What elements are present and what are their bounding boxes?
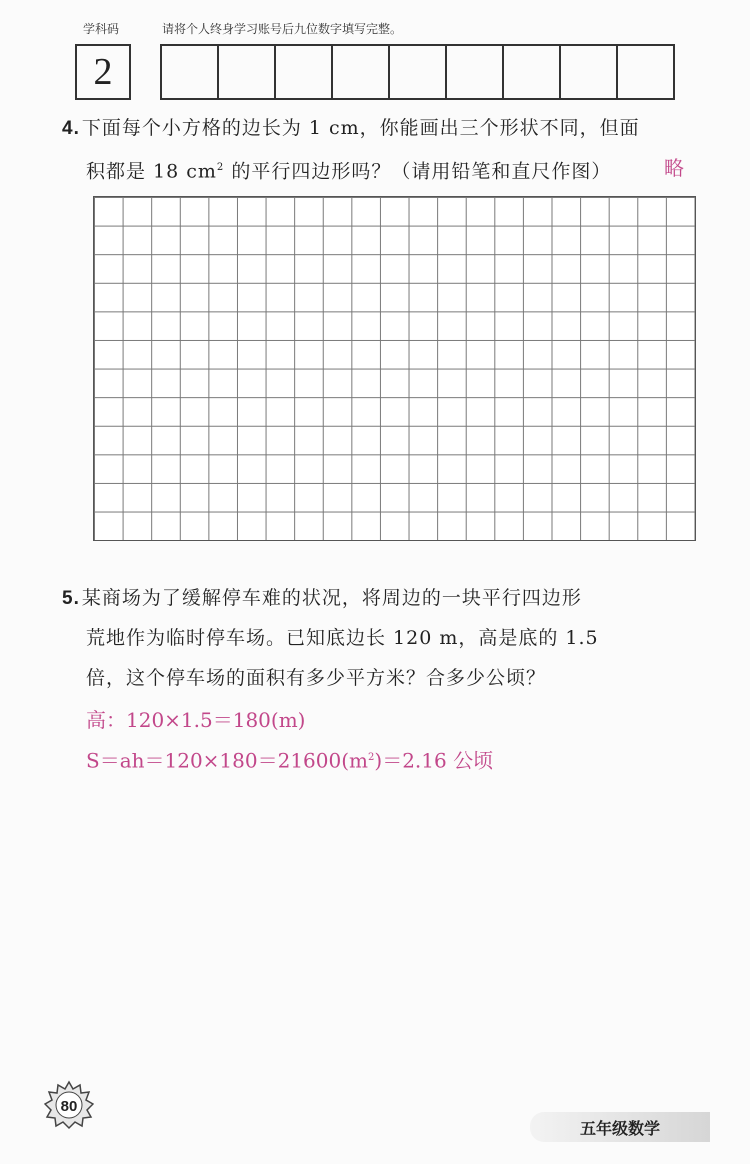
question-4-text-2a: 积都是 18 cm [86,160,217,183]
question-4-text-1: 下面每个小方格的边长为 1 cm，你能画出三个形状不同，但面 [81,117,640,139]
answer-2-text-b: )＝2.16 公顷 [374,748,494,773]
id-digit-box[interactable] [616,44,675,100]
question-5-line-3: 倍，这个停车场的面积有多少平方米？合多少公顷？ [86,667,547,689]
subject-code-label: 学科码 [83,22,120,36]
id-digit-box[interactable] [217,44,276,100]
answer-2-superscript: 2 [368,752,375,763]
id-digit-box[interactable] [559,44,618,100]
subject-code-box [75,44,131,100]
question-5-number: 5. [62,588,80,609]
question-5-answer-2 [86,744,493,775]
book-title: 五年级数学 [580,1119,661,1138]
question-5-answer-1: 高：120×1.5＝180(m) [86,708,306,732]
question-4-line-2 [86,154,611,185]
subject-code-value: 2 [93,51,113,93]
id-digit-box[interactable] [331,44,390,100]
square-grid [93,196,696,541]
id-digit-box[interactable] [274,44,333,100]
question-4-superscript: 2 [216,162,225,173]
question-5-text-1: 某商场为了缓解停车难的状况，将周边的一块平行四边形 [81,587,582,609]
id-digit-box[interactable] [502,44,561,100]
id-digit-box[interactable] [388,44,447,100]
answer-2-text-a: S＝ah＝120×180＝21600(m [86,748,369,773]
question-5-line-2: 荒地作为临时停车场。已知底边长 120 m，高是底的 1.5 [86,627,599,649]
gear-badge-icon [44,1080,94,1130]
page-number: 80 [60,1098,78,1115]
question-5-line-1 [62,584,582,613]
question-4-line-1 [62,114,640,143]
question-4-text-2b: 的平行四边形吗？（请用铅笔和直尺作图） [224,160,612,183]
id-digit-box[interactable] [160,44,219,100]
id-number-boxes [162,44,675,100]
page-number-badge [44,1080,94,1130]
question-4-number: 4. [62,118,80,139]
id-digit-box[interactable] [445,44,504,100]
question-4-answer: 略 [664,156,684,180]
id-instruction: 请将个人终身学习账号后九位数字填写完整。 [162,22,403,36]
